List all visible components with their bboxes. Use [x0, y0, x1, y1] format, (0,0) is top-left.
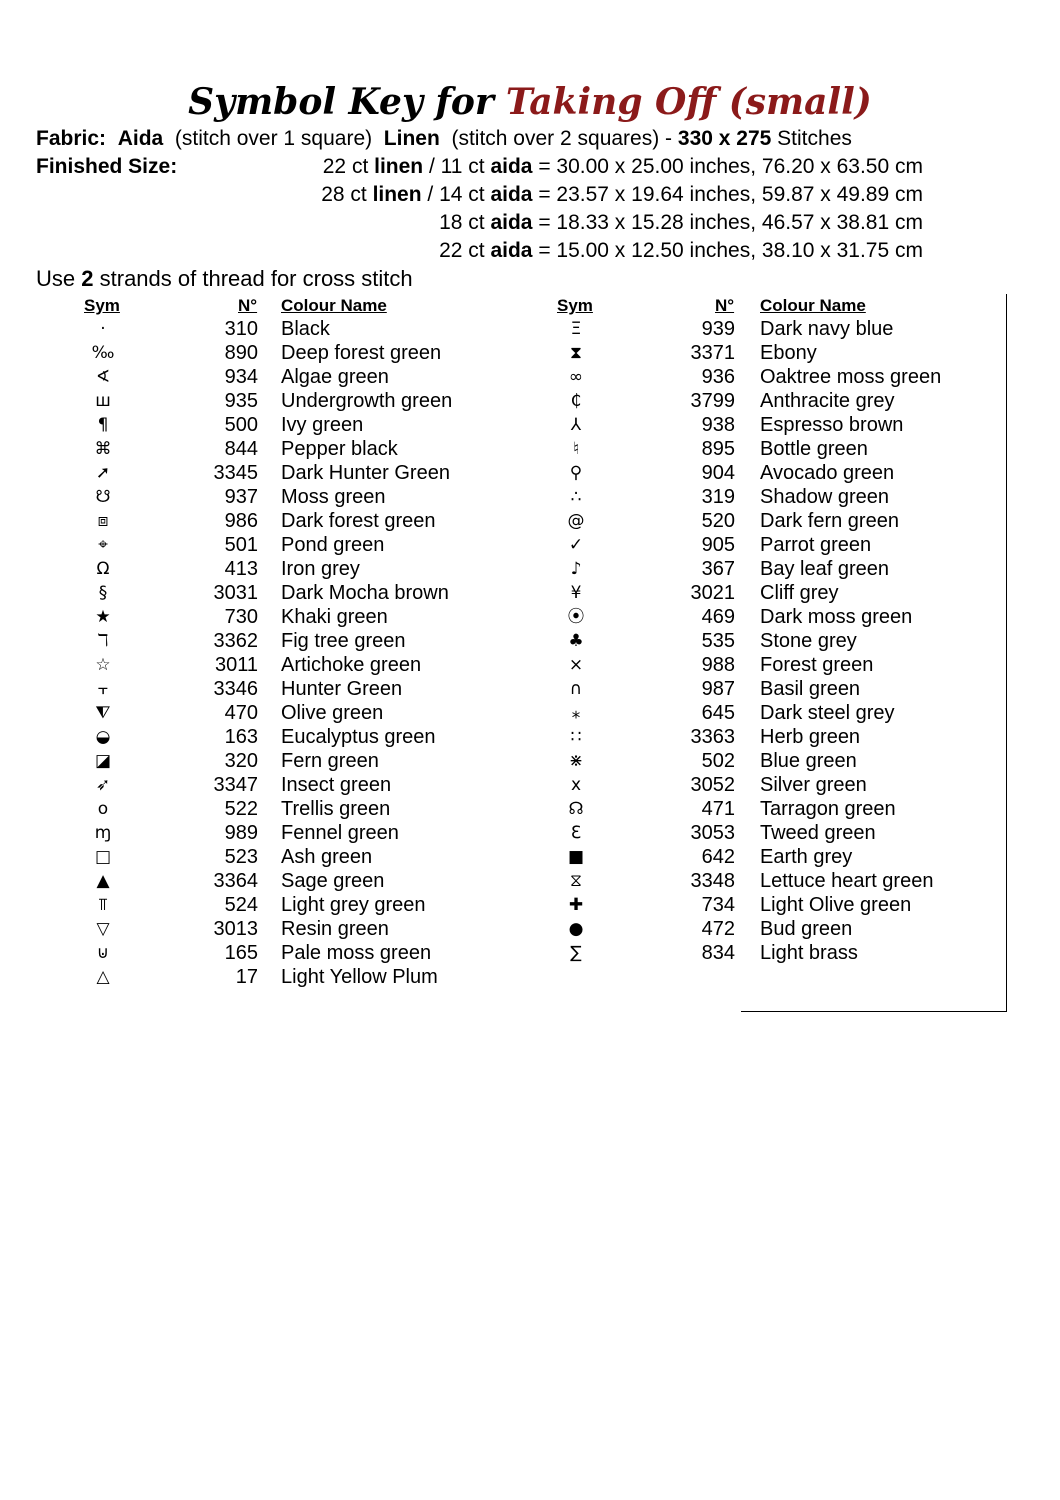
stitch-symbol-icon: ♮ — [572, 439, 580, 459]
stitch-label: Stitches — [777, 127, 852, 150]
colour-name: Dark Hunter Green — [281, 462, 450, 484]
colour-name: Dark steel grey — [760, 702, 895, 724]
colour-name: Earth grey — [760, 846, 853, 868]
colour-name: Moss green — [281, 486, 386, 508]
stitch-symbol-icon: ⧈ — [97, 511, 109, 531]
stitch-symbol-icon: ➚ — [95, 463, 111, 483]
pattern-name: Taking Off (small) — [505, 81, 872, 123]
thread-number: 163 — [224, 726, 258, 748]
thread-number: 988 — [701, 654, 735, 676]
stitch-symbol-icon: ∩ — [569, 679, 583, 699]
colour-name: Basil green — [760, 678, 861, 700]
thread-number: 3011 — [214, 654, 258, 676]
colour-name: Fig tree green — [281, 630, 406, 652]
table-border-right — [1006, 294, 1007, 1012]
colour-name: Pepper black — [281, 438, 398, 460]
stitch-symbol-icon: ⧗ — [570, 343, 582, 363]
thread-number: 904 — [701, 462, 735, 484]
thread-number: 471 — [701, 798, 735, 820]
colour-name: Undergrowth green — [281, 390, 453, 412]
colour-name: Pond green — [281, 534, 385, 556]
thread-number: 905 — [701, 534, 735, 556]
colour-name: Lettuce heart green — [760, 870, 934, 892]
thread-number: 3362 — [213, 630, 258, 652]
thread-number: 502 — [701, 750, 735, 772]
stitch-symbol-icon: ⧨ — [95, 703, 111, 723]
thread-number: 895 — [701, 438, 735, 460]
thread-number: 938 — [701, 414, 735, 436]
stitch-symbol-icon: ⁎ — [571, 703, 581, 723]
colour-name: Anthracite grey — [760, 390, 895, 412]
colour-name: Forest green — [760, 654, 874, 676]
colour-name: Dark moss green — [760, 606, 913, 628]
fabric-linen: Linen — [383, 127, 440, 150]
stitch-symbol-icon: ¥ — [570, 583, 582, 603]
thread-number: 320 — [224, 750, 258, 772]
stitch-symbol-icon: ⨯ — [568, 655, 584, 675]
stitch-symbol-icon: ♣ — [568, 631, 584, 651]
thread-number: 936 — [701, 366, 735, 388]
thread-number: 535 — [701, 630, 735, 652]
header-sym: Sym — [84, 296, 120, 315]
colour-name: Dark forest green — [281, 510, 436, 532]
colour-name: Hunter Green — [281, 678, 403, 700]
colour-name: Algae green — [281, 366, 389, 388]
stitch-symbol-icon: ⫪ — [98, 895, 108, 915]
thread-number: 3347 — [213, 774, 258, 796]
stitch-symbol-icon: ▽ — [96, 919, 110, 939]
colour-name: Espresso brown — [760, 414, 904, 436]
stitch-symbol-icon: ➶ — [95, 775, 111, 795]
thread-number: 3345 — [213, 462, 258, 484]
stitch-symbol-icon: ☊ — [568, 799, 584, 819]
stitch-symbol-icon: ✚ — [568, 895, 584, 915]
colour-name: Fern green — [281, 750, 379, 772]
stitch-symbol-icon: ⌘ — [94, 439, 112, 459]
thread-number: 3013 — [213, 918, 258, 940]
thread-number: 987 — [701, 678, 735, 700]
thread-number: 17 — [235, 966, 258, 988]
thread-number: 501 — [224, 534, 258, 556]
colour-name: Light Olive green — [760, 894, 912, 916]
thread-number: 520 — [701, 510, 735, 532]
stitch-symbol-icon: @ — [567, 511, 585, 531]
colour-name: Shadow green — [760, 486, 889, 508]
thread-number: 3363 — [690, 726, 735, 748]
finished-size-line: 22 ct aida = 15.00 x 12.50 inches, 38.10 x 31.75 cm — [439, 239, 923, 262]
thread-number: 3364 — [213, 870, 258, 892]
stitch-symbol-icon: ● — [568, 919, 584, 939]
stitch-symbol-icon: ₵ — [570, 391, 582, 411]
colour-name: Blue green — [760, 750, 857, 772]
colour-name: Bud green — [760, 918, 853, 940]
thread-number: 500 — [224, 414, 258, 436]
colour-name: Trellis green — [281, 798, 391, 820]
thread-number: 165 — [224, 942, 258, 964]
finished-size-label: Finished Size: — [36, 155, 178, 178]
stitch-symbol-icon: Ω — [96, 559, 110, 579]
colour-name: Resin green — [281, 918, 389, 940]
stitch-symbol-icon: ☋ — [95, 487, 111, 507]
stitch-symbol-icon: ⊍ — [96, 943, 110, 963]
header-colour-name: Colour Name — [281, 296, 387, 315]
thread-number: 986 — [224, 510, 258, 532]
header-number: N° — [715, 296, 735, 315]
thread-number: 834 — [701, 942, 735, 964]
stitch-symbol-icon: ∞ — [568, 367, 584, 387]
thread-number: 937 — [224, 486, 258, 508]
page-title — [0, 78, 1060, 126]
thread-number: 989 — [224, 822, 258, 844]
thread-number: 939 — [701, 318, 735, 340]
thread-number: 890 — [224, 342, 258, 364]
colour-name: Light Yellow Plum — [281, 966, 438, 988]
finished-size-line: 22 ct linen / 11 ct aida = 30.00 x 25.00 inches, 76.20 x 63.50 cm — [322, 155, 923, 178]
fabric-aida: Aida — [117, 127, 164, 150]
stitch-symbol-icon: ⦿ — [567, 607, 585, 627]
colour-name: Dark fern green — [760, 510, 899, 532]
stitch-symbol-icon: ∴ — [570, 487, 582, 507]
colour-name: Black — [281, 318, 330, 340]
thread-number: 469 — [701, 606, 735, 628]
fabric-line — [36, 125, 852, 153]
header-sym: Sym — [557, 296, 593, 315]
thread-number: 367 — [701, 558, 735, 580]
stitch-symbol-icon: ∑ — [570, 943, 582, 963]
thread-number: 524 — [224, 894, 258, 916]
colour-name: Bay leaf green — [760, 558, 889, 580]
header-colour-name: Colour Name — [760, 296, 866, 315]
colour-name: Bottle green — [760, 438, 868, 460]
stitch-symbol-icon: ⅄ — [570, 415, 582, 435]
colour-name: Ash green — [281, 846, 373, 868]
thread-number: 522 — [224, 798, 258, 820]
stitch-symbol-icon: ∷ — [570, 727, 582, 747]
thread-number: 3031 — [213, 582, 258, 604]
thread-number: 3346 — [213, 678, 258, 700]
colour-name: Iron grey — [281, 558, 360, 580]
stitch-symbol-icon: ☆ — [95, 655, 111, 675]
colour-name: Ivy green — [281, 414, 364, 436]
colour-name: Sage green — [281, 870, 385, 892]
stitch-symbol-icon: □ — [94, 847, 112, 867]
thread-number: 3021 — [690, 582, 735, 604]
colour-name: Olive green — [281, 702, 384, 724]
colour-name: Eucalyptus green — [281, 726, 436, 748]
stitch-symbol-icon: ■ — [567, 847, 585, 867]
thread-number: 3371 — [690, 342, 735, 364]
stitch-symbol-icon: ✓ — [568, 535, 584, 555]
colour-name: Silver green — [760, 774, 867, 796]
thread-number: 310 — [224, 318, 258, 340]
thread-number: 3053 — [690, 822, 735, 844]
stitch-symbol-icon: ‰ — [91, 343, 115, 363]
stitch-symbol-icon: Ξ — [570, 319, 582, 339]
stitch-count: 330 x 275 — [677, 127, 772, 150]
thread-number: 3052 — [690, 774, 735, 796]
thread-number: 844 — [224, 438, 258, 460]
colour-name: Pale moss green — [281, 942, 432, 964]
colour-name: Avocado green — [760, 462, 895, 484]
strands-note: Use 2 strands of thread for cross stitch — [36, 266, 413, 291]
header-number: N° — [238, 296, 258, 315]
thread-number: 472 — [701, 918, 735, 940]
stitch-symbol-icon: ⌖ — [98, 535, 108, 555]
thread-number: 935 — [224, 390, 258, 412]
thread-number: 319 — [701, 486, 735, 508]
thread-number: 645 — [701, 702, 735, 724]
colour-name: Stone grey — [760, 630, 857, 652]
stitch-symbol-icon: ▲ — [96, 871, 110, 891]
table-border-bottom — [741, 1011, 1007, 1012]
colour-name: Tarragon green — [760, 798, 896, 820]
colour-name: Insect green — [281, 774, 392, 796]
stitch-symbol-icon: ◪ — [94, 751, 112, 771]
stitch-symbol-icon: ◒ — [95, 727, 111, 747]
stitch-symbol-icon: ⫟ — [97, 679, 109, 699]
colour-name: Cliff grey — [760, 582, 839, 604]
colour-name: Herb green — [760, 726, 861, 748]
thread-number: 730 — [224, 606, 258, 628]
stitch-symbol-icon: ⚲ — [569, 463, 583, 483]
colour-name: Khaki green — [281, 606, 388, 628]
stitch-symbol-icon: ¶ — [97, 415, 109, 435]
colour-name: Fennel green — [281, 822, 399, 844]
thread-number: 934 — [224, 366, 258, 388]
thread-number: 523 — [224, 846, 258, 868]
stitch-symbol-icon: ♪ — [570, 559, 582, 579]
fabric-linen-note: (stitch over 2 squares) - — [451, 127, 673, 150]
colour-name: Dark Mocha brown — [281, 582, 449, 604]
thread-number: 3799 — [690, 390, 735, 412]
finished-size-line: 28 ct linen / 14 ct aida = 23.57 x 19.64 inches, 59.87 x 49.89 cm — [321, 183, 923, 206]
colour-name: Light grey green — [281, 894, 426, 916]
stitch-symbol-icon: ℸ — [97, 631, 109, 651]
thread-number: 470 — [224, 702, 258, 724]
stitch-symbol-icon: ⧖ — [570, 871, 582, 891]
thread-number: 413 — [224, 558, 258, 580]
colour-name: Light brass — [760, 942, 858, 964]
colour-name: Oaktree moss green — [760, 366, 942, 388]
stitch-symbol-icon: ⋇ — [568, 751, 584, 771]
colour-name: Tweed green — [760, 822, 876, 844]
stitch-symbol-icon: x — [570, 775, 582, 795]
stitch-symbol-icon: ο — [97, 799, 109, 819]
stitch-symbol-icon: ɱ — [94, 823, 112, 843]
colour-name: Parrot green — [760, 534, 872, 556]
stitch-symbol-icon: ℇ — [570, 823, 582, 843]
thread-number: 734 — [701, 894, 735, 916]
fabric-aida-note: (stitch over 1 square) — [174, 127, 373, 150]
stitch-symbol-icon: § — [98, 583, 108, 603]
colour-name: Artichoke green — [281, 654, 422, 676]
colour-name: Deep forest green — [281, 342, 442, 364]
finished-size-line: 18 ct aida = 18.33 x 15.28 inches, 46.57 x 38.81 cm — [439, 211, 923, 234]
title-prefix: Symbol Key for — [188, 81, 494, 123]
stitch-symbol-icon: · — [100, 319, 106, 339]
stitch-symbol-icon: △ — [96, 967, 110, 987]
fabric-label: Fabric: — [36, 127, 107, 150]
stitch-symbol-icon: ★ — [95, 607, 111, 627]
stitch-symbol-icon: ∢ — [95, 367, 111, 387]
stitch-symbol-icon: ш — [95, 391, 111, 411]
thread-number: 3348 — [690, 870, 735, 892]
thread-number: 642 — [701, 846, 735, 868]
colour-name: Dark navy blue — [760, 318, 894, 340]
colour-name: Ebony — [760, 342, 817, 364]
